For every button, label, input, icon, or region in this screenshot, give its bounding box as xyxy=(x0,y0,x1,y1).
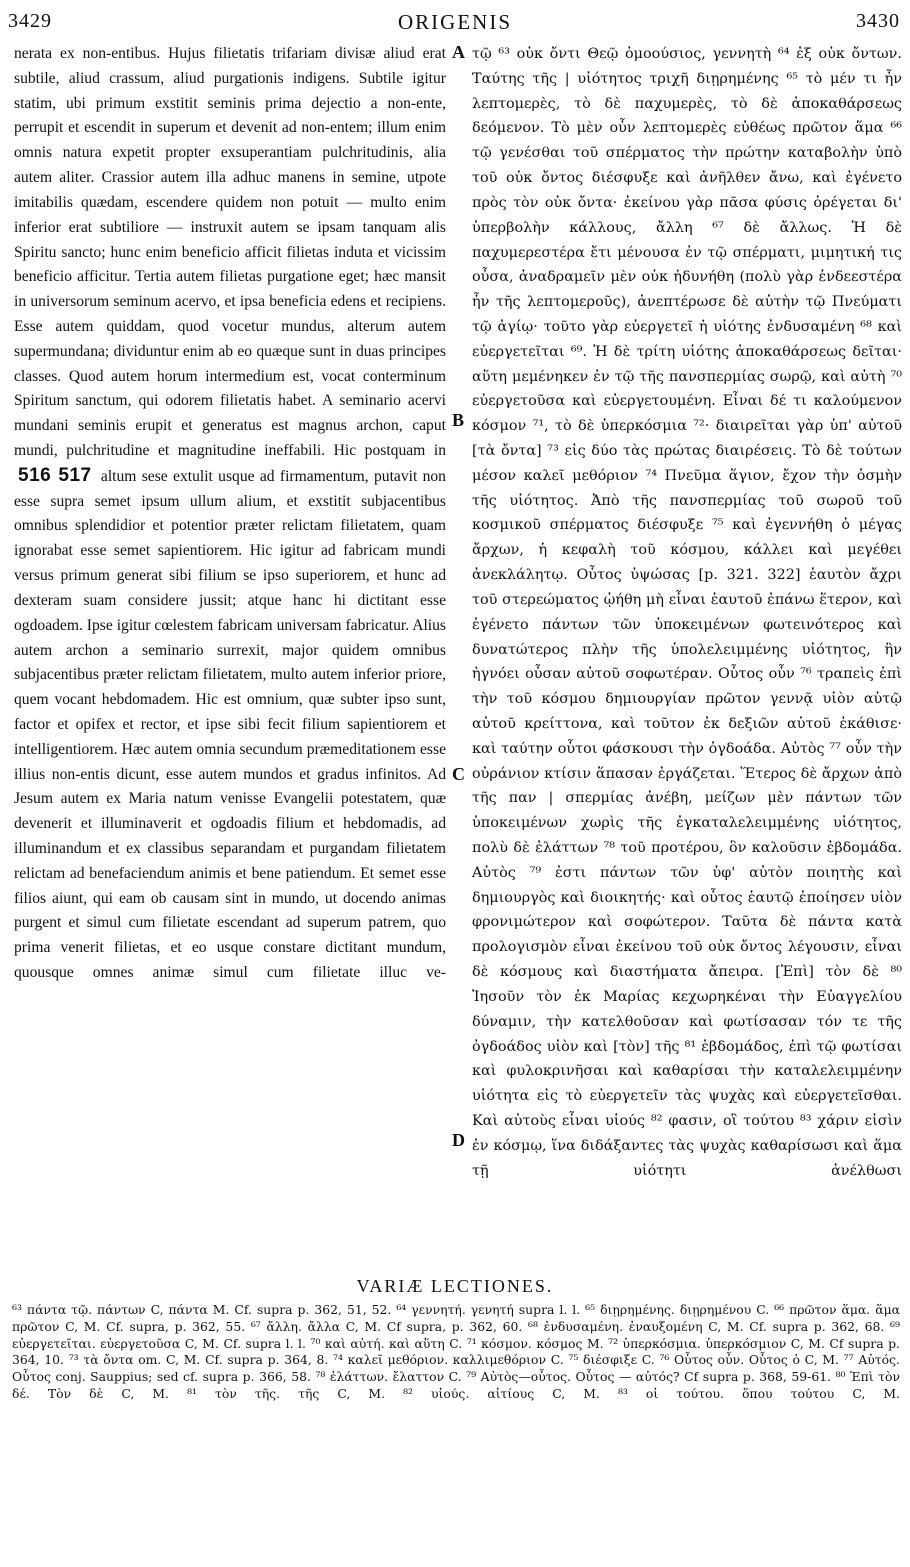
column-marker-b: B xyxy=(452,410,465,430)
running-header xyxy=(0,6,910,36)
running-title: ORIGENIS xyxy=(398,10,512,34)
page-number-left: 3429 xyxy=(8,10,52,32)
variae-lectiones-heading: VARIÆ LECTIONES. xyxy=(356,1276,554,1296)
greek-column xyxy=(472,42,902,1208)
latin-text-part-2: altum sese extulit usque ad firmamentum, putavit non esse supra semet ipsum ullum alium, et exstitit subjacentibus omnibus splendidior et potentior præter relictam filietatem, quam ignorabat esse semet sapientiorem. Hic igitur ad fabricam mundi versus primum generat sibi filium se ipso superiorem, et hunc ad dexteram suam considere jussit; atque hanc hi dictitant esse ogdoadem. Ipse igitur cœlestem fabricam universam fabricatur. Alius autem archon a seminario surrexit, major quidem omnibus subjacentibus præter relictam filietatem, multo autem inferior priore, quem vocant hebdomadem. Hic est omnium, quæ subter ipso sunt, factor et opifex et rector, et ipse sibi fecit filium sapientiorem et intelligentiorem. Hæc autem omnia secundum præmeditationem esse illius non-entis dicunt, esse autem mundos et gradus infinitos. Ad Jesum autem ex Maria natum venisse Evangelii potestatem, quæ devenerit et illuminaverit et ogdoadis filium et hebdomadis, ad illuminandum et ex classibus separandam et purgandam filietatem relictam ad benefaciendum animis et bene patiendum. Et semet esse filios aiunt, qui eam ob causam sint in mundo, ut docendo animas purgent et simul cum filietate escendant ad superum patrem, quo prima venerit filietas, et eo usque constare dictitant mundum, quousque omnes animæ simul cum filietate illuc ve- xyxy=(14,467,446,982)
column-marker-d: D xyxy=(452,1130,465,1150)
page-number-right: 3430 xyxy=(856,10,900,32)
column-marker-a: A xyxy=(452,42,465,62)
latin-text-part-1: nerata ex non-entibus. Hujus filietatis trifariam divisæ aliud erat subtile, aliud crassum, aliud purgationis indigens. Subtile igitur statim, ubi primum exstitit seminis prima dejectio a non-ente, perrupit et escendit in superum et devenit ad non-entem; illum enim omnis natura expetit propter exsuperantiam pulchritudinis, alia autem aliter. Crassior autem illa adhuc manens in semine, utpote imitabilis quædam, escendere quidem non potuit — multo enim inferior erat subtiliore — instruxit autem se ipsam tanquam alis Spiritu sancto; hunc enim beneficio afficit filietas induta et vicissim beneficio afficitur. Tertia autem filietas purgatione eget; hæc mansit in universorum seminum acervo, et ipsa beneficia edens et recipiens. Esse autem quiddam, quod vocetur mundus, alterum autem supermundana; dividuntur enim ab eo quæque sunt in duas principes classes. Quod autem horum intermedium est, vocat conterminum Spiritum sanctum, qui odorem filietatis habet. A seminario acervi mundani seminis erupit et generatus est magnus archon, caput mundi, pulchritudine et magnitudine ineffabili. Hic postquam in xyxy=(14,45,446,459)
latin-text xyxy=(14,42,446,1011)
variae-lectiones-text: ⁶³ πάντα τῷ. πάντων C, πάντα M. Cf. supra p. 362, 51, 52. ⁶⁴ γεννητή. γενητή supra l. l. ⁶⁵ διῃρημένης. διῃρημένου C. ⁶⁶ πρῶτον ἅμα. ἅμα πρῶτον C, M. Cf. supra, p. 362, 55. ⁶⁷ ἄλλη. ἄλλα C, M. Cf supra, p. 362, 60. ⁶⁸ ἐνδυσαμένη. ἐναυξομένη C, M. Cf. supra p. 362, 68. ⁶⁹ εὐεργετεῖται. εὐεργετοῦσα C, M. Cf. supra l. l. ⁷⁰ καὶ αὐτή. καὶ αὕτη C. ⁷¹ κόσμον. κόσμος M. ⁷² ὑπερκόσμια. ὑπερκόσμιον C, M. Cf supra p. 364, 10. ⁷³ τὰ ὄντα om. C, M. Cf. supra p. 364, 8. ⁷⁴ καλεῖ μεθόριον. καλλιμεθόριον C. ⁷⁵ διέσφιξε C. ⁷⁶ Οὗτος οὖν. Οὗτος ὁ C, M. ⁷⁷ Αὐτός. Οὗτος conj. Sauppius; sed cf. supra p. 366, 58. ⁷⁸ ἐλάττων. ἔλαττον C. ⁷⁹ Αὐτὸς—οὗτος. Οὗτος — αὐτός? Cf supra p. 368, 59-61. ⁸⁰ Ἐπὶ τὸν δέ. Τὸν δὲ C, M. ⁸¹ τὸν τῆς. τῆς C, M. ⁸² υἱούς. αἰτίους C, M. ⁸³ οἱ τούτου. ὅπου τούτου C, M. xyxy=(12,1302,900,1401)
latin-column xyxy=(14,42,446,1011)
variae-lectiones-notes xyxy=(12,1302,900,1420)
column-marker-c: C xyxy=(452,764,465,784)
column-numbers: 516 517 xyxy=(18,464,92,486)
greek-text: τῷ ⁶³ οὐκ ὄντι Θεῷ ὁμοούσιος, γεννητὴ ⁶⁴ ἐξ οὐκ ὄντων. Ταύτης τῆς | υἱότητος τριχῆ διῃρημένης ⁶⁵ τὸ μέν τι ἦν λεπτομερὲς, τὸ δὲ παχυμερὲς, τὸ δὲ ἀποκαθάρσεως δεόμενον. Τὸ μὲν οὖν λεπτομερὲς εὐθέως πρῶτον ἅμα ⁶⁶ τῷ γενέσθαι τοῦ σπέρματος τὴν πρώτην καταβολὴν ὑπὸ τοῦ οὐκ ὄντος διέσφυξε καὶ ἀνῆλθεν ἄνω, καὶ ἐγένετο πρὸς τὸν οὐκ ὄντα· ἐκείνου γὰρ πᾶσα φύσις ὀρέγεται δι' ὑπερβολὴν κάλλους, ἄλλη ⁶⁷ δὲ ἄλλως. Ἡ δὲ παχυμερεστέρα ἔτι μένουσα ἐν τῷ σπέρματι, μιμητική τις οὖσα, ἀναδραμεῖν μὲν οὐκ ἠδυνήθη (πολὺ γὰρ ἐνδεεστέρα ἦν τῆς λεπτομεροῦς), ἀνεπτέρωσε δὲ αὑτὴν τῷ Πνεύματι τῷ ἁγίῳ· τοῦτο γὰρ εὐεργετεῖ ἡ υἱότης ἐνδυσαμένη ⁶⁸ καὶ εὐεργετεῖται ⁶⁹. Ἡ δὲ τρίτη υἱότης ἀποκαθάρσεως δεῖται· αὕτη μεμένηκεν ἐν τῷ τῆς πανσπερμίας σωρῷ, καὶ αὐτὴ ⁷⁰ εὐεργετοῦσα καὶ εὐεργετουμένη. Εἶναι δέ τι καλούμενον κόσμον ⁷¹, τὸ δὲ ὑπερκόσμια ⁷²· διαιρεῖται γὰρ ὑπ' αὐτοῦ [τὰ ὄντα] ⁷³ εἰς δύο τὰς πρώτας διαιρέσεις. Τὸ δὲ τούτων μέσον καλεῖ μεθόριον ⁷⁴ Πνεῦμα ἅγιον, ἔχον τὴν ὀσμὴν τῆς υἱότητος. Ἀπὸ τῆς πανσπερμίας τοῦ σωροῦ τοῦ κοσμικοῦ σπέρματος διέσφυξε ⁷⁵ καὶ ἐγεννήθη ὁ μέγας ἄρχων, ἡ κεφαλὴ τοῦ κόσμου, κάλλει καὶ μεγέθει ἀνεκλάλητῳ. Οὗτος ὑψώσας [p. 321. 322] ἑαυτὸν ἄχρι τοῦ στερεώματος ᾠήθη μὴ εἶναι ἑαυτοῦ ἐπάνω ἕτερον, καὶ ἐγένετο πάντων τῶν ὑποκειμένων φωτεινότερος καὶ δυνατώτερος πλὴν τῆς ὑπολελειμμένης υἱότητος, ἣν ἠγνόει οὖσαν αὐτοῦ σοφωτέραν. Οὗτος οὖν ⁷⁶ τραπεὶς ἐπὶ τὴν τοῦ κόσμου δημιουργίαν πρῶτον γεννᾷ υἱὸν αὑτῷ αὐτοῦ κρείττονα, καὶ τοῦτον ἐκ δεξιῶν αὐτοῦ ἐκάθισε· καὶ ταύτην οὗτοι φάσκουσι τὴν ὀγδοάδα. Αὐτὸς ⁷⁷ οὖν τὴν οὐράνιον κτίσιν ἅπασαν ἐργάζεται. Ἕτερος δὲ ἄρχων ἀπὸ τῆς παν | σπερμίας ἀνέβη, μείζων μὲν πάντων τῶν ὑποκειμένων χωρὶς τῆς ἐγκαταλελειμμένης υἱότητος, πολὺ δὲ ἐλάττων ⁷⁸ τοῦ προτέρου, ὃν καλοῦσιν ἑβδομάδα. Αὐτὸς ⁷⁹ ἐστι πάντων τῶν ὑφ' αὐτὸν ποιητὴς καὶ δημιουργὸς καὶ διοικητής· καὶ οὗτος ἑαυτῷ ἐποίησεν υἱὸν φρονιμώτερον καὶ σοφώτερον. Ταῦτα δὲ πάντα κατὰ προλογισμὸν εἶναι ἐκείνου τοῦ οὐκ ὄντος λέγουσιν, εἶναι δὲ κόσμους καὶ διαστήματα ἄπειρα. [Ἐπὶ] τὸν δὲ ⁸⁰ Ἰησοῦν τὸν ἐκ Μαρίας κεχωρηκέναι τὴν Εὐαγγελίου δύναμιν, τὴν κατελθοῦσαν καὶ φωτίσασαν τόν τε τῆς ὀγδοάδος υἱὸν καὶ [τὸν] τῆς ⁸¹ ἑβδομάδος, ἐπὶ τῷ φωτίσαι καὶ φυλοκρινῆσαι καὶ καθαρίσαι τὴν καταλελειμμένην υἱότητα εἰς τὸ εὐεργετεῖν τὰς ψυχὰς καὶ εὐεργετεῖσθαι. Καὶ αὐτοὺς εἶναι υἱούς ⁸² φασιν, οἳ τούτου ⁸³ χάριν εἰσὶν ἐν κόσμῳ, ἵνα διδάξαντες τὰς ψυχὰς καθαρίσωσι καὶ ἅμα τῇ υἱότητι ἀνέλθωσι xyxy=(472,46,902,1179)
